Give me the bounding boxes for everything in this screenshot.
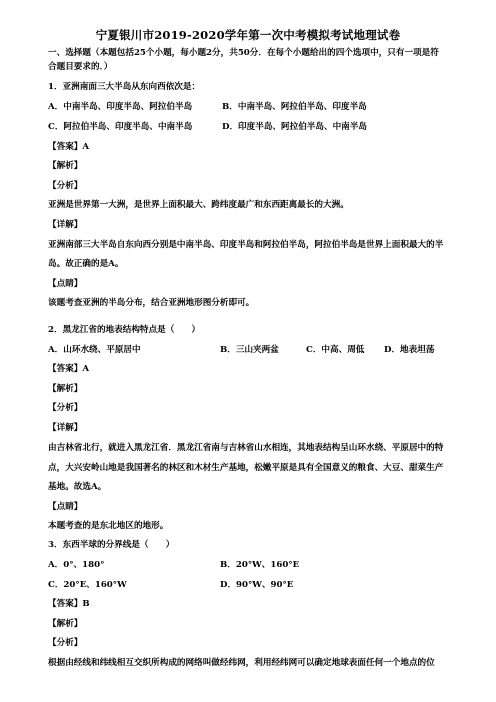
q1-fenxi-text: 亚洲是世界第一大洲，是世界上面积最大、跨纬度最广和东西距离最长的大洲。	[48, 200, 349, 210]
q2-fenxi-label: 【分析】	[48, 403, 83, 413]
q1-fenxi-label: 【分析】	[48, 181, 83, 191]
q3-option-a: A．0°、180°	[48, 560, 105, 570]
q2-answer: 【答案】A	[48, 364, 90, 374]
q1-option-c: C．阿拉伯半岛、印度半岛、中南半岛	[48, 122, 193, 132]
q1-xiangjie-label: 【详解】	[48, 220, 83, 230]
q2-dianjing-text: 本题考查的是东北地区的地形。	[48, 521, 169, 531]
q3-stem: 3．东西半球的分界线是（ ）	[48, 540, 175, 550]
q2-xiangjie-line2: 点，大兴安岭山地是我国著名的林区和木材生产基地，松嫩平原是具有全国意义的粮食、大豆、甜菜生产	[48, 463, 444, 473]
q3-answer: 【答案】B	[48, 599, 90, 609]
q3-fenxi-label: 【分析】	[48, 638, 83, 648]
q3-option-c: C．20°E、160°W	[48, 580, 127, 590]
q1-dianjing-text: 该题考查亚洲的半岛分布，结合亚洲地形图分析即可。	[48, 298, 255, 308]
q2-jiexi-label: 【解析】	[48, 384, 83, 394]
q2-stem: 2．黑龙江省的地表结构特点是（ ）	[48, 325, 201, 335]
q2-option-c: C．中高、周低	[306, 345, 365, 355]
section-heading-line1: 一、选择题（本题包括25个小题，每小题2分，共50分．在每个小题给出的四个选项中，只有一项是符	[48, 48, 439, 58]
q2-dianjing-label: 【点睛】	[48, 502, 83, 512]
q3-fenxi-text: 根据由经线和纬线相互交织所构成的网络叫做经纬网，利用经纬网可以确定地球表面任何一个地点的位	[48, 658, 435, 668]
q3-option-b: B．20°W、160°E	[220, 560, 300, 570]
q3-jiexi-label: 【解析】	[48, 619, 83, 629]
q1-dianjing-label: 【点睛】	[48, 279, 83, 289]
q2-xiangjie-line1: 由吉林省北行，就进入黑龙江省．黑龙江省南与吉林省山水相连，其地表结构呈山环水绕、平原居中的特	[48, 443, 444, 453]
q1-jiexi-label: 【解析】	[48, 161, 83, 171]
q2-xiangjie-label: 【详解】	[48, 423, 83, 433]
q1-option-d: D．印度半岛、阿拉伯半岛、中南半岛	[222, 122, 367, 132]
page-title: 宁夏银川市2019-2020学年第一次中考模拟考试地理试卷	[95, 28, 401, 42]
q1-option-a: A．中南半岛、印度半岛、阿拉伯半岛	[48, 102, 193, 112]
q2-option-b: B．三山夹两盆	[220, 345, 279, 355]
q2-option-d: D．地表坦荡	[384, 345, 435, 355]
q2-option-a: A．山环水绕、平原居中	[48, 345, 141, 355]
q1-stem: 1．亚洲南面三大半岛从东向西依次是：	[48, 82, 201, 92]
q1-xiangjie-line2: 岛。故正确的是A。	[48, 259, 124, 269]
q1-option-b: B．中南半岛、阿拉伯半岛、印度半岛	[222, 102, 367, 112]
q2-xiangjie-line3: 基地。故选A。	[48, 482, 107, 492]
q3-option-d: D．90°W、90°E	[220, 580, 294, 590]
q1-xiangjie-line1: 亚洲南部三大半岛自东向西分别是中南半岛、印度半岛和阿拉伯半岛，阿拉伯半岛是世界上面积最大的半	[48, 240, 444, 250]
section-heading-line2: 合题目要求的．）	[48, 62, 113, 72]
q1-answer: 【答案】A	[48, 142, 90, 152]
